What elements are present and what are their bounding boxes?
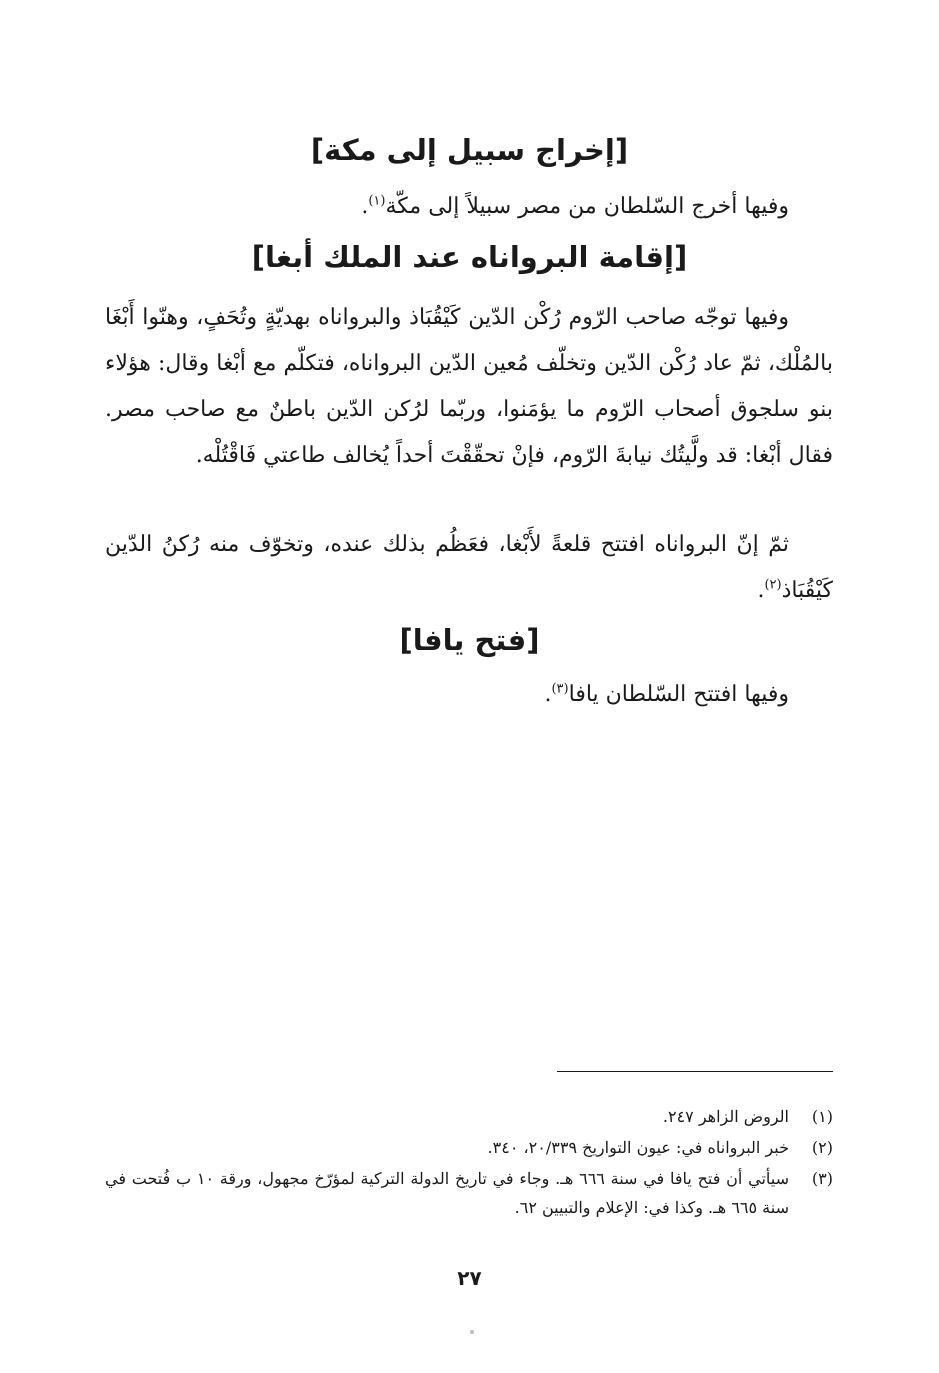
footnote-separator <box>557 1071 833 1072</box>
paragraph-parwana-2 <box>105 522 833 614</box>
footnote-text: خبر البرواناه في: عيون التواريخ ٢٠/٣٣٩، ٣٤٠. <box>487 1138 789 1157</box>
paragraph-text: وفيها أخرج السّلطان من مصر سبيلاً إلى مكّة <box>385 194 789 219</box>
paragraph-end: . <box>757 578 765 603</box>
paragraph-parwana-1 <box>105 295 833 479</box>
footnote-text: الروض الزاهر ٢٤٧. <box>662 1107 789 1126</box>
footnote-3 <box>105 1164 833 1222</box>
paragraph-jaffa <box>105 672 833 718</box>
paragraph-text: ثمّ إنّ البرواناه افتتح قلعةً لأَبْغا، فعَظُم بذلك عنده، وتخوّف منه رُكنُ الدّين كَيْقُبَاذ <box>105 532 833 603</box>
footnote-number: (٢) <box>811 1138 833 1157</box>
paragraph-text: وفيها افتتح السّلطان يافا <box>568 682 789 707</box>
footnote-ref-2[interactable]: (٢) <box>764 577 782 593</box>
footnote-1 <box>105 1102 833 1131</box>
paragraph-pilgrimage <box>105 184 833 230</box>
footnote-ref-3[interactable]: (٣) <box>551 681 569 697</box>
scan-dot <box>470 1330 474 1334</box>
footnote-number: (٣) <box>811 1169 833 1188</box>
page-number: ٢٧ <box>457 1266 482 1290</box>
section-heading-parwana: [إقامة البرواناه عند الملك أبغا] <box>251 240 688 274</box>
section-heading-jaffa: [فتح يافا] <box>399 623 540 657</box>
footnote-ref-1[interactable]: (١) <box>368 193 386 209</box>
section-heading-pilgrimage: [إخراج سبيل إلى مكة] <box>310 133 629 167</box>
footnote-text: سيأتي أن فتح يافا في سنة ٦٦٦ هـ. وجاء في تاريخ الدولة التركية لمؤرّخ مجهول، ورقة ١٠ ب فُتحت في سنة ٦٦٥ هـ. وكذا في: الإعلام والتبيين ٦٢. <box>105 1169 790 1217</box>
footnote-2 <box>105 1133 833 1162</box>
paragraph-text: وفيها توجّه صاحب الرّوم رُكْن الدّين كَيْقُبَاذ والبرواناه بهديّةٍ وتُحَفٍ، وهنّوا أَبْغَا بالمُلْك، ثمّ عاد رُكْن الدّين وتخلّف مُعين الدّين البرواناه، فتكلّم مع أبْغا وقال: هؤلاء بنو سلجوق أصحاب الرّوم ما يؤمَنوا، وربّما لرُكن الدّين باطنٌ مع صاحب مصر. فقال أبْغا: قد ولَّيتُك نيابةَ الرّوم، فإنْ تحقّقْتَ أحداً يُخالف طاعتي فَاقْتُلْه. <box>105 305 833 468</box>
paragraph-end: . <box>361 194 369 219</box>
footnote-number: (١) <box>811 1107 833 1126</box>
paragraph-end: . <box>544 682 552 707</box>
